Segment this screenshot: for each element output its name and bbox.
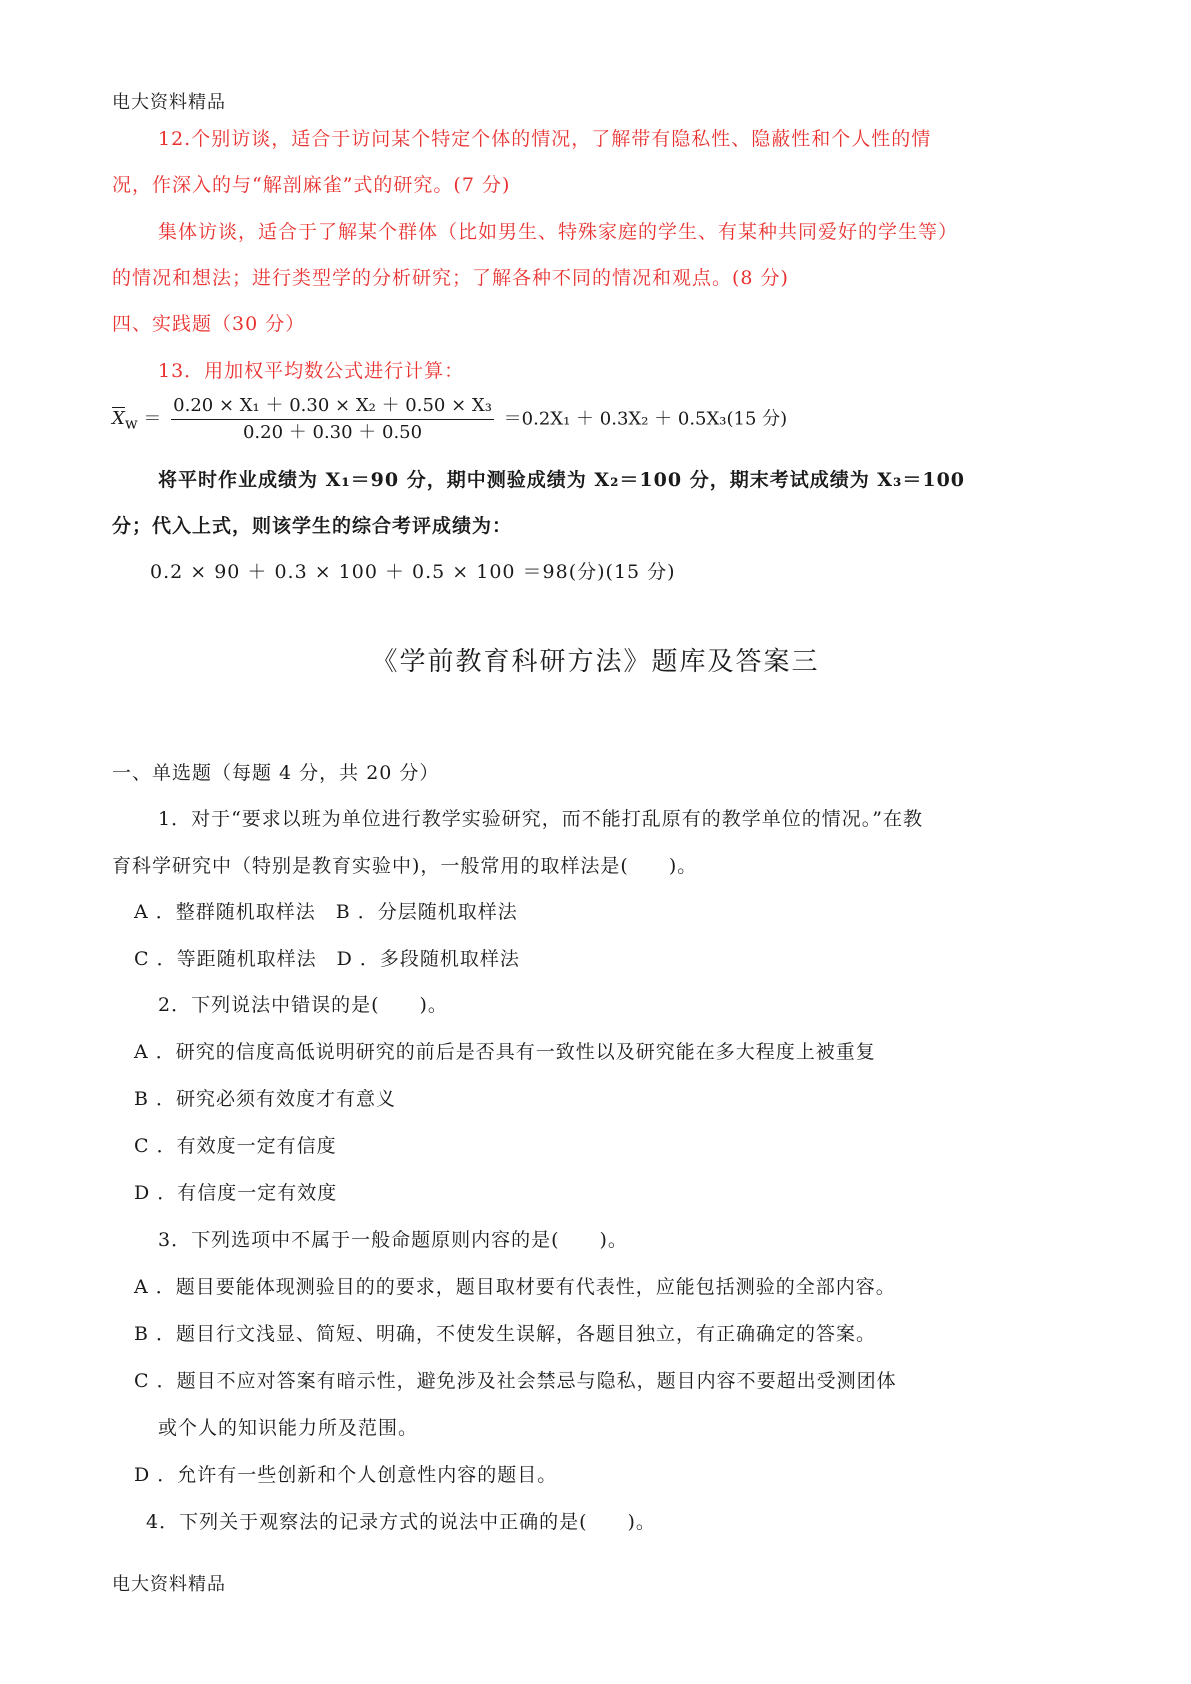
document-title: 《学前教育科研方法》题库及答案三	[371, 647, 820, 677]
page-footer: 电大资料精品	[112, 1574, 226, 1595]
formula-fraction	[171, 395, 494, 444]
equals-sign: ＝	[143, 408, 162, 430]
answer-13-line-2: 分；代入上式，则该学生的综合考评成绩为：	[112, 515, 513, 537]
question-2-option-a: A ．研究的信度高低说明研究的前后是否具有一致性以及研究能在多大程度上被重复	[134, 1041, 876, 1063]
question-1-options-cd: C ．等距随机取样法 D ．多段随机取样法	[134, 948, 520, 970]
answer-12-line-1: 12.个别访谈，适合于访问某个特定个体的情况，了解带有隐私性、隐蔽性和个人性的情	[158, 128, 932, 150]
formula-denominator: 0.20 ＋ 0.30 ＋ 0.50	[242, 422, 423, 443]
question-3-option-c-line-2: 或个人的知识能力所及范围。	[158, 1417, 419, 1439]
section-1-heading: 一、单选题（每题 4 分，共 20 分）	[112, 762, 440, 784]
section-4-heading: 四、实践题（30 分）	[112, 313, 306, 335]
question-2-option-d: D ．有信度一定有效度	[134, 1182, 338, 1204]
question-3-option-d: D ．允许有一些创新和个人创意性内容的题目。	[134, 1464, 558, 1486]
answer-13-line-1: 将平时作业成绩为 X₁＝90 分，期中测验成绩为 X₂＝100 分，期末考试成绩为 X₃＝100	[158, 469, 966, 491]
answer-12-line-3: 集体访谈，适合于了解某个群体（比如男生、特殊家庭的学生、有某种共同爱好的学生等）	[158, 221, 959, 243]
question-2-option-b: B ．研究必须有效度才有意义	[134, 1088, 397, 1110]
answer-12-line-4: 的情况和想法；进行类型学的分析研究；了解各种不同的情况和观点。(8 分)	[112, 267, 789, 289]
question-4: 4．下列关于观察法的记录方式的说法中正确的是( )。	[146, 1511, 656, 1533]
question-1-line-2: 育科学研究中（特别是教育实验中)，一般常用的取样法是( )。	[112, 855, 698, 877]
formula-numerator: 0.20 × X₁ ＋ 0.30 × X₂ ＋ 0.50 × X₃	[171, 395, 494, 420]
answer-12-line-2: 况，作深入的与“解剖麻雀”式的研究。(7 分)	[112, 174, 511, 196]
question-2: 2．下列说法中错误的是( )。	[158, 994, 448, 1016]
weighted-mean-formula	[112, 395, 787, 444]
question-1-options-ab: A ．整群随机取样法 B ．分层随机取样法	[134, 901, 518, 923]
formula-rhs: ＝0.2X₁ ＋ 0.3X₂ ＋ 0.5X₃(15 分)	[503, 408, 788, 430]
question-3-option-b: B ．题目行文浅显、简短、明确，不使发生误解，各题目独立，有正确确定的答案。	[134, 1323, 877, 1345]
answer-13-intro: 13．用加权平均数公式进行计算：	[158, 360, 465, 382]
question-3: 3．下列选项中不属于一般命题原则内容的是( )。	[158, 1229, 628, 1251]
page-header: 电大资料精品	[112, 92, 226, 113]
question-1-line-1: 1．对于“要求以班为单位进行教学实验研究，而不能打乱原有的教学单位的情况。”在教	[158, 808, 924, 830]
question-3-option-a: A ．题目要能体现测验目的的要求，题目取材要有代表性，应能包括测验的全部内容。	[134, 1276, 896, 1298]
question-2-option-c: C ．有效度一定有信度	[134, 1135, 337, 1157]
question-3-option-c-line-1: C ．题目不应对答案有暗示性，避免涉及社会禁忌与隐私，题目内容不要超出受测团体	[134, 1370, 897, 1392]
formula-lhs: $X_w$	[112, 407, 138, 433]
answer-13-calc: 0.2 × 90 ＋ 0.3 × 100 ＋ 0.5 × 100 ＝98(分)(15 分)	[150, 561, 676, 583]
